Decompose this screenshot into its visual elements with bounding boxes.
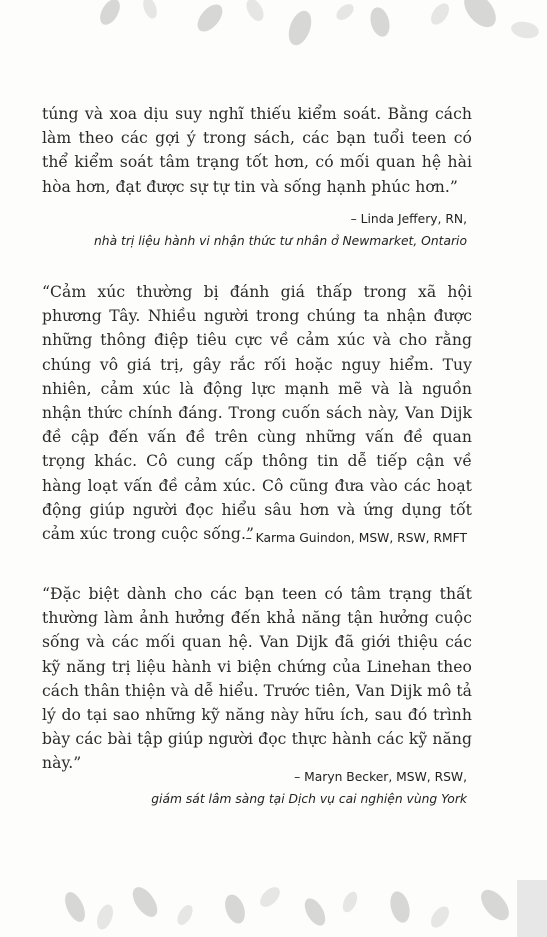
quote-1-affiliation: nhà trị liệu hành vi nhận thức tư nhân ở Newmarket, Ontario bbox=[94, 234, 467, 248]
page-edge-shade bbox=[517, 880, 547, 937]
quote-1-attribution bbox=[94, 208, 467, 252]
quote-3-author: – Maryn Becker, MSW, RSW, bbox=[294, 770, 467, 784]
quote-2-text: “Cảm xúc thường bị đánh giá thấp trong xã hội phương Tây. Nhiều người trong chúng ta nhận được những thông điệp tiêu cực về cảm xúc và cho rằng chúng vô giá trị, gây rắc rối hoặc nguy hiểm. Tuy nhiên, cảm xúc là động lực mạnh mẽ và là nguồn nhận thức chính đáng. Trong cuốn sách này, Van Dijk đề cập đến vấn đề trên cùng những vấn đề quan trọng khác. Cô cung cấp thông tin dễ tiếp cận về hàng loạt vấn đề cảm xúc. Cô cũng đưa vào các hoạt động giúp người đọc hiểu sâu hơn và ứng dụng tốt cảm xúc trong cuộc sống.” bbox=[42, 283, 472, 544]
quote-2-author: – Karma Guindon, MSW, RSW, RMFT bbox=[245, 531, 467, 545]
quote-1-text: túng và xoa dịu suy nghĩ thiếu kiểm soát. Bằng cách làm theo các gợi ý trong sách, các bạn tuổi teen có thể kiểm soát tâm trạng tốt hơn, có mối quan hệ hài hòa hơn, đạt được sự tự tin và sống hạnh phúc hơn.” bbox=[42, 105, 472, 196]
leaf-pattern-top bbox=[0, 0, 547, 70]
leaf-pattern-bottom bbox=[0, 857, 547, 937]
quote-3-text: “Đặc biệt dành cho các bạn teen có tâm trạng thất thường làm ảnh hưởng đến khả năng tận hưởng cuộc sống và các mối quan hệ. Van Dijk đã giới thiệu các kỹ năng trị liệu hành vi biện chứng của Linehan theo cách thân thiện và dễ hiểu. Trước tiên, Van Dijk mô tả lý do tại sao những kỹ năng này hữu ích, sau đó trình bày các bài tập giúp người đọc thực hành các kỹ năng này.” bbox=[42, 585, 472, 773]
quote-3-attribution bbox=[151, 766, 467, 810]
quote-1-author: – Linda Jeffery, RN, bbox=[350, 212, 467, 226]
quote-2-attribution bbox=[246, 527, 467, 549]
quote-3-affiliation: giám sát lâm sàng tại Dịch vụ cai nghiện vùng York bbox=[151, 792, 467, 806]
